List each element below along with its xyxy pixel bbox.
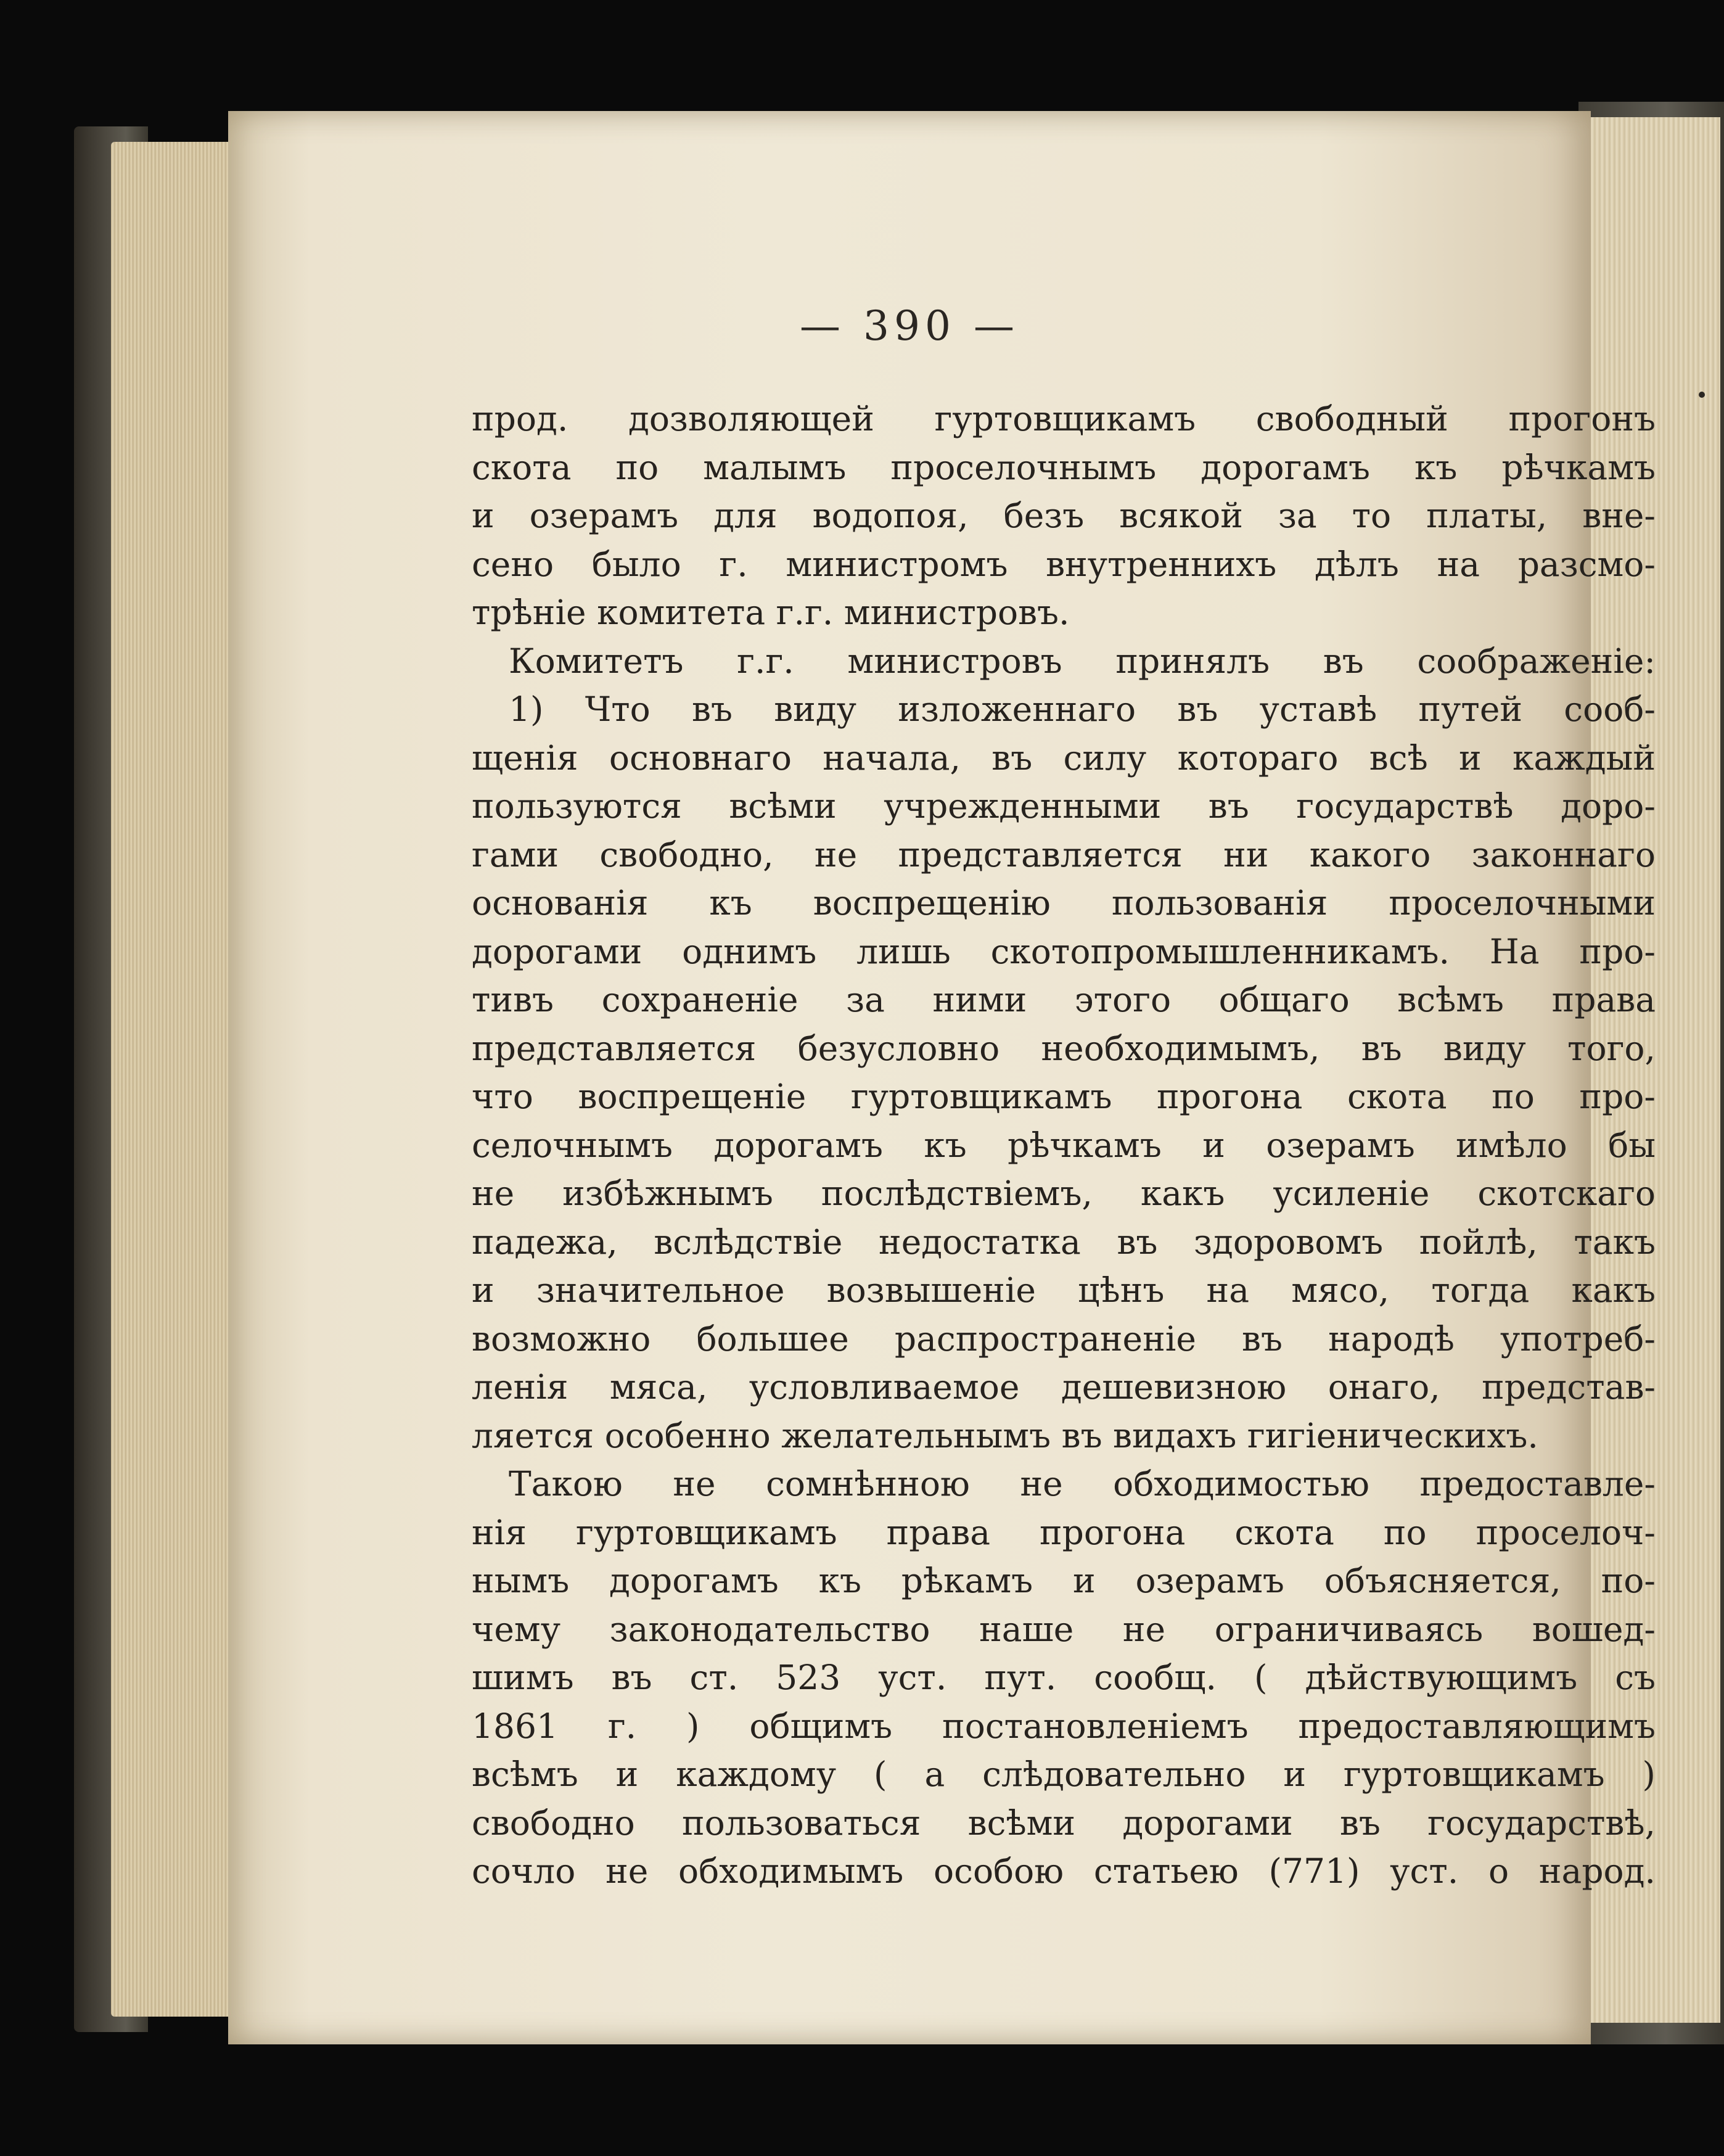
text-line: 1861 г. ) общимъ постановленіемъ предоставляющимъ: [472, 1706, 1656, 1746]
text-line: нія гуртовщикамъ права прогона скота по проселоч-: [472, 1512, 1656, 1552]
text-line: возможно большее распространеніе въ народѣ употреб-: [472, 1319, 1656, 1359]
text-line: чему законодательство наше не ограничиваясь вошед-: [472, 1609, 1656, 1649]
text-line: и озерамъ для водопоя, безъ всякой за то платы, вне-: [472, 496, 1656, 535]
text-line: дорогами однимъ лишь скотопромышленникамъ. На про-: [472, 931, 1656, 971]
page-edges-left: [111, 142, 234, 2017]
text-line: сено было г. министромъ внутреннихъ дѣлъ на разсмо-: [472, 544, 1656, 584]
text-line: тивъ сохраненіе за ними этого общаго всѣмъ права: [472, 980, 1656, 1019]
text-line: свободно пользоваться всѣми дорогами въ государствѣ,: [472, 1803, 1656, 1843]
text-line: ляется особенно желательнымъ въ видахъ гигіеническихъ.: [472, 1415, 1538, 1455]
text-line: Комитетъ г.г. министровъ принялъ въ соображеніе:: [509, 641, 1656, 681]
page-number: — 390 —: [800, 302, 1019, 350]
text-line: скота по малымъ проселочнымъ дорогамъ къ рѣчкамъ: [472, 447, 1656, 487]
text-line: что воспрещеніе гуртовщикамъ прогона скота по про-: [472, 1077, 1656, 1116]
text-line: пользуются всѣми учрежденными въ государствѣ доро-: [472, 786, 1656, 826]
book-page: [228, 111, 1656, 2044]
body-text: [472, 395, 1656, 1896]
text-line: всѣмъ и каждому ( а слѣдовательно и гуртовщикамъ ): [472, 1755, 1656, 1794]
ink-speck: [1699, 392, 1705, 398]
text-line: гами свободно, не представляется ни какого законнаго: [472, 834, 1656, 874]
text-line: 1) Что въ виду изложеннаго въ уставѣ путей сооб-: [509, 689, 1656, 729]
text-line: и значительное возвышеніе цѣнъ на мясо, тогда какъ: [472, 1270, 1656, 1310]
text-line: щенія основнаго начала, въ силу котораго всѣ и каждый: [472, 738, 1656, 778]
text-line: прод. дозволяющей гуртовщикамъ свободный прогонъ: [472, 399, 1656, 438]
text-line: сочло не обходимымъ особою статьею (771) уст. о народ.: [472, 1851, 1656, 1891]
text-line: ленія мяса, условливаемое дешевизною онаго, представ-: [472, 1367, 1656, 1407]
text-line: основанія къ воспрещенію пользованія проселочными: [472, 883, 1656, 923]
text-line: представляется безусловно необходимымъ, въ виду того,: [472, 1028, 1656, 1068]
text-line: Такою не сомнѣнною не обходимостью предоставле-: [509, 1464, 1656, 1504]
text-line: не избѣжнымъ послѣдствіемъ, какъ усиленіе скотскаго: [472, 1174, 1656, 1213]
text-line: нымъ дорогамъ къ рѣкамъ и озерамъ объясняется, по-: [472, 1561, 1656, 1600]
text-line: селочнымъ дорогамъ къ рѣчкамъ и озерамъ имѣло бы: [472, 1125, 1656, 1165]
text-line: трѣніе комитета г.г. министровъ.: [472, 593, 1070, 632]
text-line: падежа, вслѣдствіе недостатка въ здоровомъ пойлѣ, такъ: [472, 1222, 1656, 1262]
text-line: шимъ въ ст. 523 уст. пут. сообщ. ( дѣйствующимъ съ: [472, 1658, 1656, 1697]
